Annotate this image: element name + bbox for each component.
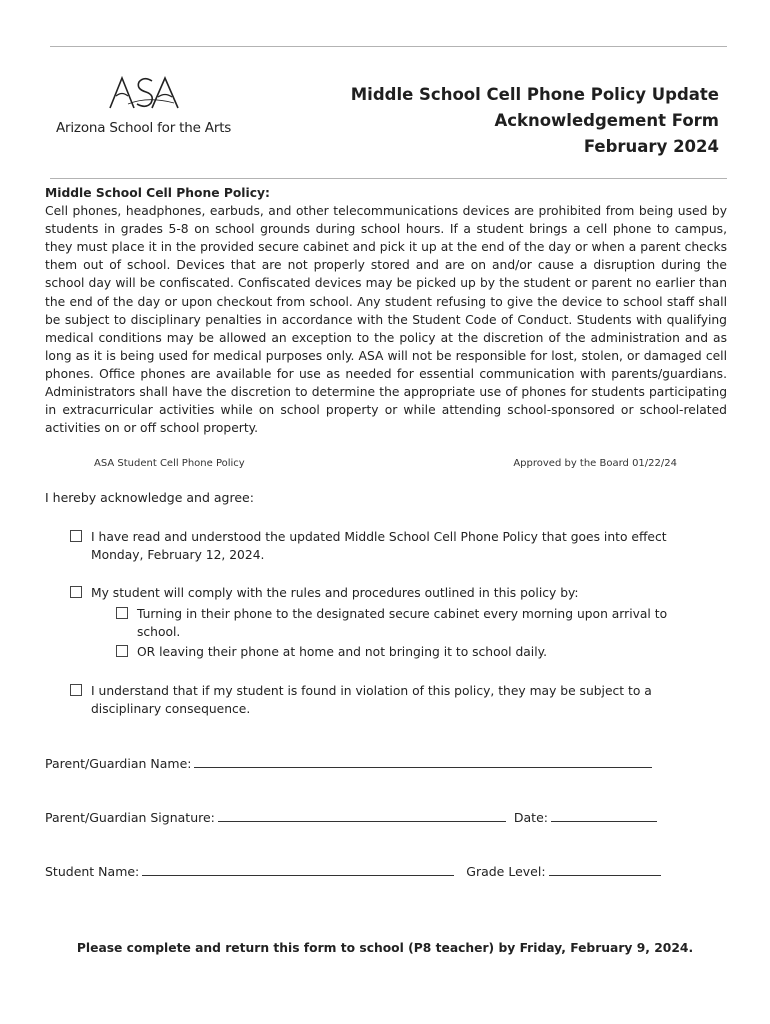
ack-read-label: I have read and understood the updated Middle School Cell Phone Policy that goes into effect Monday, February 12, 2024. bbox=[91, 530, 667, 562]
form-subtitle: Acknowledgement Form bbox=[494, 111, 719, 130]
school-name: Arizona School for the Arts bbox=[56, 120, 232, 136]
ack-consequence-item bbox=[91, 682, 676, 718]
policy-source: ASA Student Cell Phone Policy bbox=[94, 458, 245, 469]
ack-read-item bbox=[91, 528, 701, 564]
comply-home-label: OR leaving their phone at home and not bringing it to school daily. bbox=[137, 645, 548, 659]
ack-consequence-checkbox[interactable] bbox=[70, 684, 82, 696]
top-divider bbox=[50, 46, 727, 47]
student-name-label: Student Name: bbox=[45, 864, 140, 879]
form-date: February 2024 bbox=[583, 137, 719, 156]
header-divider bbox=[50, 178, 727, 179]
parent-name-row bbox=[45, 755, 652, 771]
student-row bbox=[45, 863, 661, 879]
comply-cabinet-label: Turning in their phone to the designated secure cabinet every morning upon arrival to school. bbox=[137, 607, 668, 639]
policy-section bbox=[45, 184, 727, 437]
grade-level-field[interactable] bbox=[549, 863, 661, 876]
comply-home-item bbox=[137, 643, 697, 661]
student-name-field[interactable] bbox=[142, 863, 454, 876]
date-label: Date: bbox=[513, 810, 548, 825]
return-instruction: Please complete and return this form to school (P8 teacher) by Friday, February 9, 2024. bbox=[76, 941, 694, 955]
asa-logo-mark-icon bbox=[108, 74, 180, 110]
policy-text: Cell phones, headphones, earbuds, and other telecommunications devices are prohibited from being used by students in grades 5-8 on school grounds during school hours. If a student brings a cell phone to campus, they must place it in the provided secure cabinet and pick it up at the end of the day or when a parent checks them out of school. Devices that are not properly stored and are on and/or cause a disruption during the school day will be confiscated. Confiscated devices may be picked up by the student or parent no earlier than the end of the day or upon checkout from school. Any student refusing to give the device to school staff shall be subject to disciplinary penalties in accordance with the Student Code of Conduct. Students with qualifying medical conditions may be allowed an exception to the policy at the discretion of the administration and as long as it is being used for medical purposes only. ASA will not be responsible for lost, stolen, or damaged cell phones. Office phones are available for use as needed for essential communication with parents/guardians. Administrators shall have the discretion to determine the appropriate use of phones for students participating in extracurricular activities while on school property or while attending school-sponsored or school-related activities on or off school property. bbox=[45, 204, 727, 436]
policy-heading: Middle School Cell Phone Policy: bbox=[45, 186, 270, 200]
parent-signature-row bbox=[45, 809, 657, 825]
school-logo bbox=[52, 74, 232, 140]
grade-level-label: Grade Level: bbox=[466, 864, 546, 879]
parent-signature-label: Parent/Guardian Signature: bbox=[45, 810, 215, 825]
parent-name-label: Parent/Guardian Name: bbox=[45, 756, 192, 771]
comply-cabinet-item bbox=[137, 605, 697, 641]
date-field[interactable] bbox=[551, 809, 657, 822]
ack-consequence-label: I understand that if my student is found in violation of this policy, they may be subject to a disciplinary consequence. bbox=[91, 684, 652, 716]
board-approval: Approved by the Board 01/22/24 bbox=[513, 458, 677, 469]
ack-comply-label: My student will comply with the rules and procedures outlined in this policy by: bbox=[91, 586, 579, 600]
ack-read-checkbox[interactable] bbox=[70, 530, 82, 542]
parent-signature-field[interactable] bbox=[218, 809, 506, 822]
ack-comply-checkbox[interactable] bbox=[70, 586, 82, 598]
acknowledgement-heading: I hereby acknowledge and agree: bbox=[45, 490, 254, 505]
form-title-block bbox=[351, 82, 719, 160]
comply-cabinet-checkbox[interactable] bbox=[116, 607, 128, 619]
parent-name-field[interactable] bbox=[194, 755, 652, 768]
ack-comply-item bbox=[91, 584, 711, 602]
comply-home-checkbox[interactable] bbox=[116, 645, 128, 657]
form-title: Middle School Cell Phone Policy Update bbox=[350, 85, 719, 104]
